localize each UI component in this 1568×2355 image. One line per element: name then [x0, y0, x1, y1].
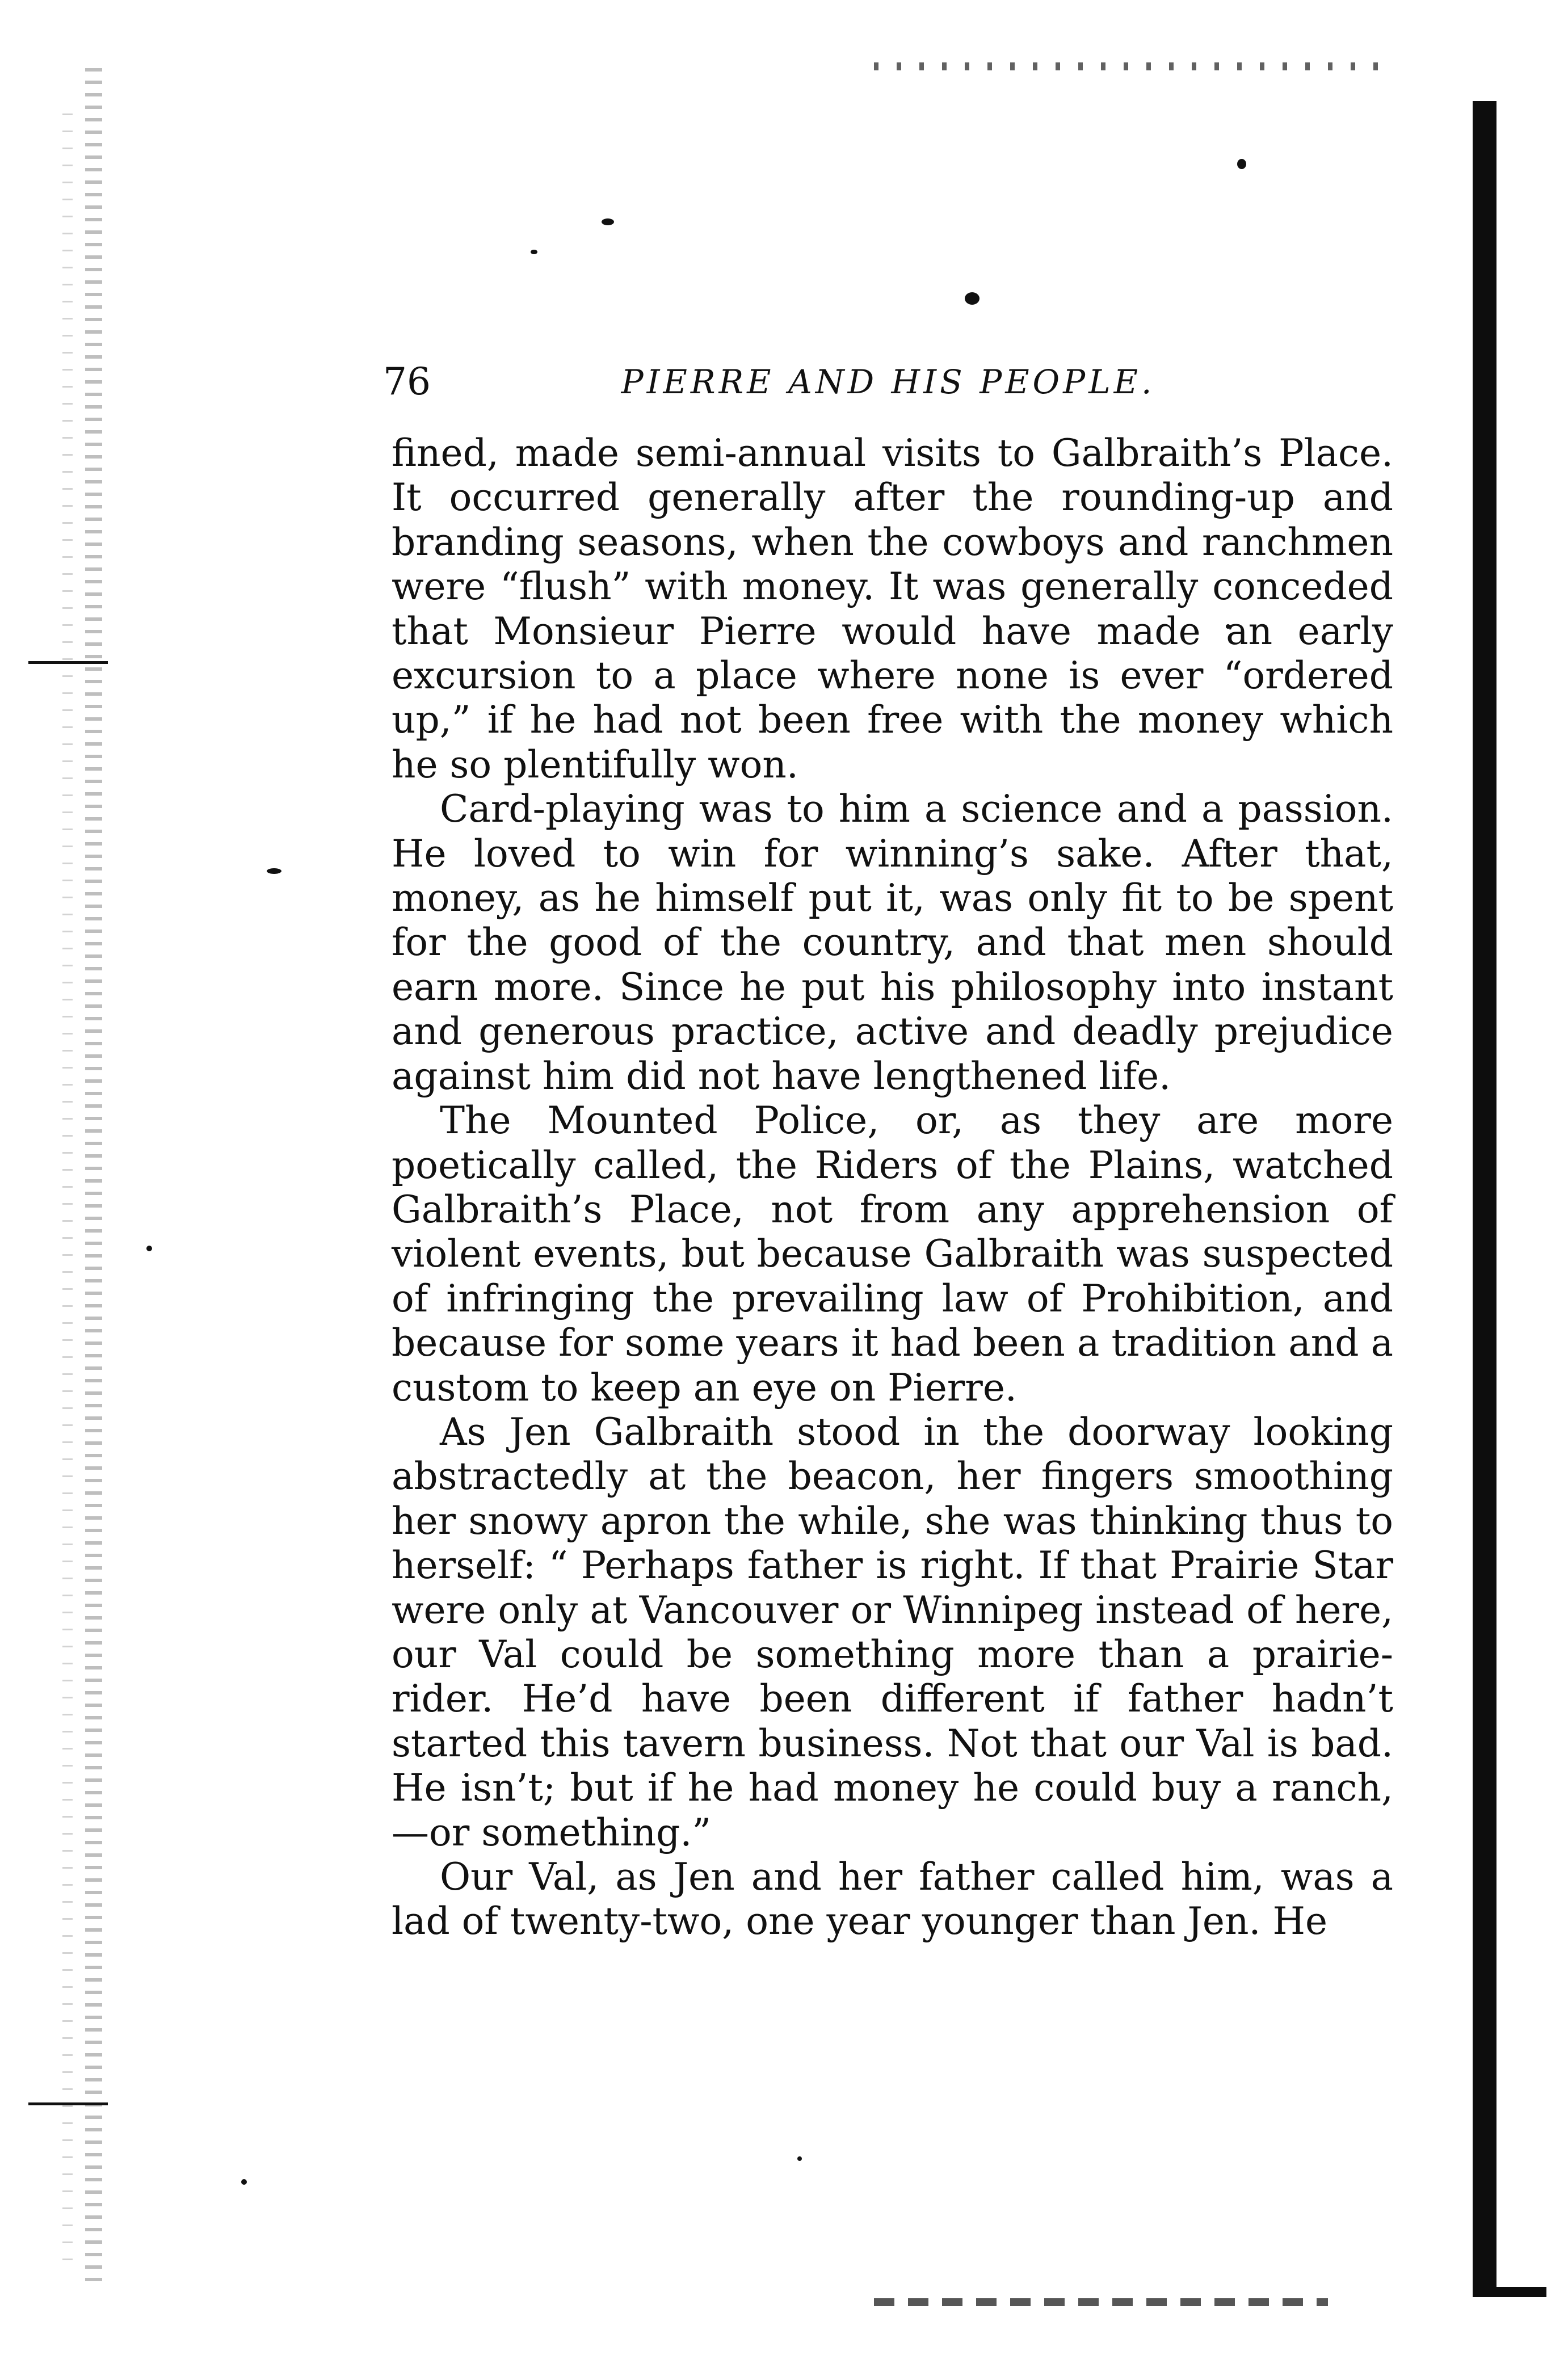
page-edge-shadow — [1473, 101, 1496, 2291]
paragraph: The Mounted Police, or, as they are more poetically called, the Riders of the Plains, watched Galbraith’s Place, not from any apprehension of violent events, but because Galbraith was suspected of infringing the prevailing law of Prohibition, and because for some years it had been a tradition and a custom to keep an eye on Pierre. — [392, 1099, 1393, 1410]
page-edge-shadow-foot — [1473, 2287, 1546, 2297]
ink-speck — [146, 1246, 152, 1251]
ink-speck — [531, 250, 537, 254]
scan-noise-bottom — [874, 2298, 1328, 2306]
ink-speck — [965, 292, 980, 305]
paragraph: As Jen Galbraith stood in the doorway looking abstractedly at the beacon, her fingers smoothing her snowy apron the while, she was thinking thus to herself: “ Perhaps father is right. If that Prairie Star were only at Vancouver or Winnipeg instead of here, our Val could be something more than a prairie-rider. He’d have been different if father hadn’t started this tavern business. Not that our Val is bad. He isn’t; but if he had money he could buy a ranch,—or something.” — [392, 1410, 1393, 1854]
page-number: 76 — [383, 360, 431, 403]
paragraph: fined, made semi-annual visits to Galbraith’s Place. It occurred generally after the rounding-up and branding seasons, when the cowboys and ranchmen were “flush” with money. It was generally conceded that Monsieur Pierre would have made an early excursion to a place where none is ever “ordered up,” if he had not been free with the money which he so plentifully won. — [392, 431, 1393, 787]
scan-noise-top — [874, 62, 1385, 70]
ink-speck — [1237, 159, 1246, 169]
ink-speck — [241, 2179, 247, 2185]
running-header — [383, 356, 1393, 407]
binding-shadow-secondary — [62, 113, 73, 2270]
ink-speck — [797, 2156, 802, 2161]
ink-speck — [267, 868, 281, 874]
binding-shadow — [85, 68, 102, 2281]
ink-speck — [602, 218, 614, 225]
running-title: PIERRE AND HIS PEOPLE. — [621, 363, 1155, 401]
scan-mark — [28, 2102, 108, 2105]
paragraph: Our Val, as Jen and her father called him, was a lad of twenty-two, one year younger than Jen. He — [392, 1855, 1393, 1944]
paragraph: Card-playing was to him a science and a passion. He loved to win for winning’s sake. After that, money, as he himself put it, was only fit to be spent for the good of the country, and that men should earn more. Since he put his philosophy into instant and generous practice, active and deadly prejudice against him did not have lengthened life. — [392, 787, 1393, 1098]
body-text — [392, 431, 1393, 1944]
scan-mark — [28, 661, 108, 664]
